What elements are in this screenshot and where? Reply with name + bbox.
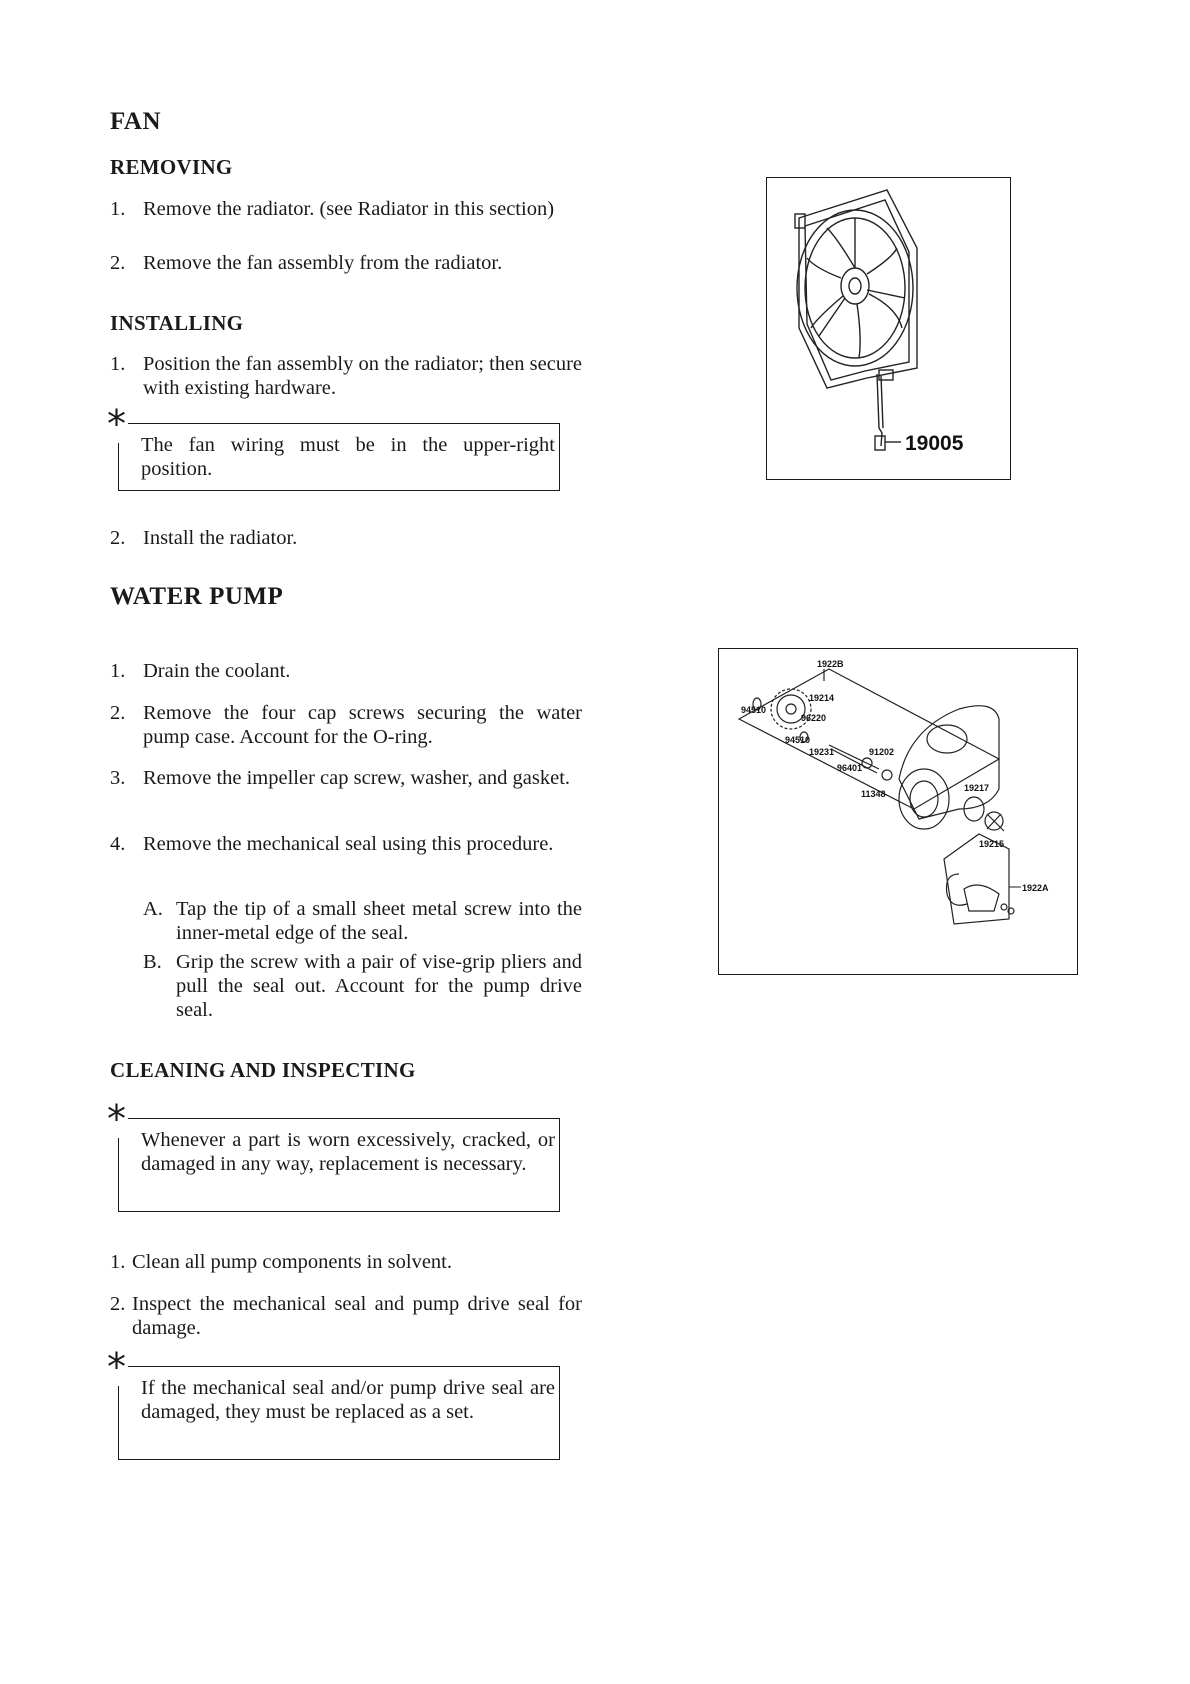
part-label: 96220 [801,713,827,723]
part-label: 19231 [809,747,835,757]
step-number: 2. [110,1293,126,1315]
part-label: 19217 [964,783,990,793]
part-label: 94510 [785,735,811,745]
step-text: Remove the four cap screws securing the water pump case. Account for the O-ring. [143,702,582,748]
figure-label: 19005 [905,432,964,455]
fan-figure [766,177,1011,480]
substep-text: Tap the tip of a small sheet metal screw into the inner-metal edge of the seal. [176,898,582,944]
step-number: 1. [110,660,126,682]
step-text: Position the fan assembly on the radiator; then secure with existing hardware. [143,353,582,399]
note-box [107,1345,560,1460]
part-label: 19215 [979,839,1005,849]
step-number: 3. [110,767,126,789]
step-text: Remove the mechanical seal using this procedure. [143,833,554,855]
substep-letter: A. [143,898,163,920]
part-label: 11348 [861,789,886,799]
step-number: 4. [110,833,126,855]
list-item [110,659,582,683]
part-label: 91202 [869,747,895,757]
step-text: Remove the radiator. (see Radiator in this section) [143,198,555,220]
part-label: 1922B [817,659,844,669]
sub-list-item [143,950,582,1022]
note-asterisk-icon: * [107,402,126,446]
step-number: 2. [110,527,126,549]
note-box [107,402,560,491]
list-item [110,251,582,275]
note-asterisk-icon: * [107,1345,126,1389]
note-text: Whenever a part is worn excessively, cracked, or damaged in any way, replacement is necessary. [141,1129,555,1175]
substep-letter: B. [143,951,162,973]
note-box [107,1097,560,1212]
water-pump-title: WATER PUMP [110,583,284,610]
substep-text: Grip the screw with a pair of vise-grip pliers and pull the seal out. Account for the pump drive seal. [176,951,582,1021]
step-text: Remove the fan assembly from the radiator. [143,252,503,274]
step-number: 1. [110,1251,126,1273]
cleaning-heading: CLEANING AND INSPECTING [110,1058,416,1082]
fan-title: FAN [110,108,162,135]
list-item [110,352,582,400]
step-number: 2. [110,252,126,274]
installing-heading: INSTALLING [110,311,244,335]
step-text: Drain the coolant. [143,660,291,682]
water-pump-exploded-illustration [719,649,1076,973]
water-pump-figure [718,648,1078,975]
list-item [110,766,582,790]
note-text: The fan wiring must be in the upper-right position. [141,434,555,480]
step-text: Clean all pump components in solvent. [132,1251,452,1273]
part-label: 19214 [809,693,835,703]
note-asterisk-icon: * [107,1097,126,1141]
step-text: Remove the impeller cap screw, washer, and gasket. [143,767,571,789]
list-item [110,526,582,550]
step-number: 2. [110,702,126,724]
list-item [110,1250,582,1274]
removing-heading: REMOVING [110,155,233,179]
part-label: 94510 [741,705,767,715]
list-item [110,701,582,749]
part-label: 1922A [1022,883,1049,893]
part-label: 96401 [837,763,863,773]
step-text: Inspect the mechanical seal and pump drive seal for damage. [132,1293,582,1339]
sub-list-item [143,897,582,945]
fan-assembly-illustration [767,178,1009,478]
list-item [110,1292,582,1340]
step-number: 1. [110,353,126,375]
step-number: 1. [110,198,126,220]
note-text: If the mechanical seal and/or pump drive seal are damaged, they must be replaced as a set. [141,1377,555,1423]
list-item [110,197,582,221]
step-text: Install the radiator. [143,527,298,549]
list-item [110,832,582,856]
